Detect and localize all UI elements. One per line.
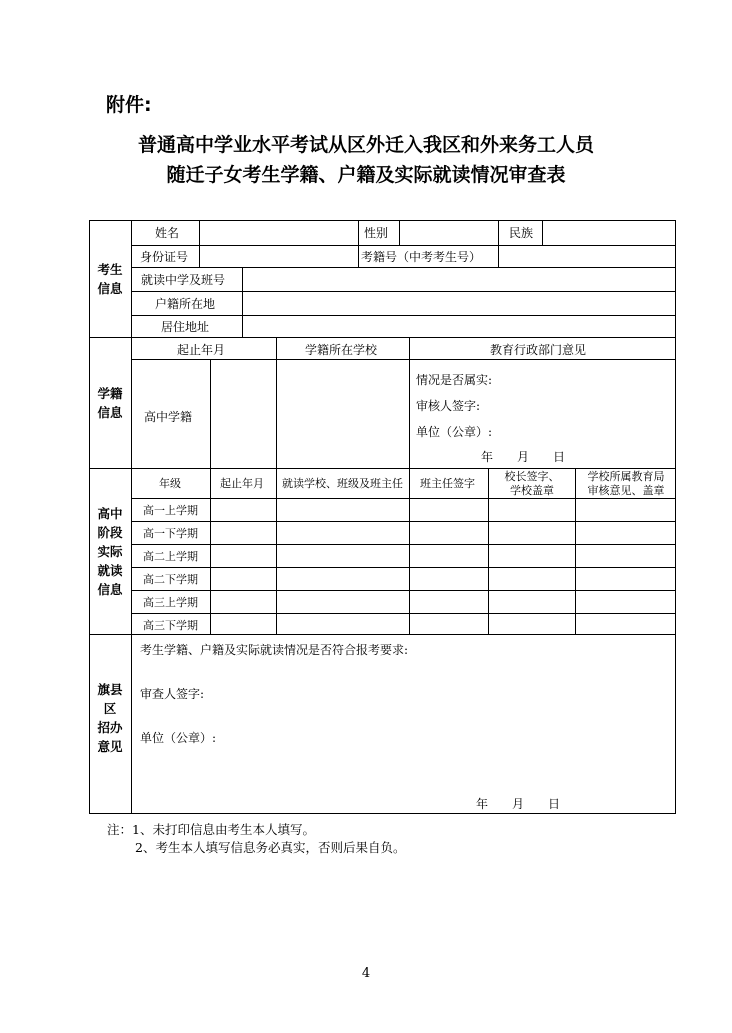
label-period: 起止年月 — [177, 343, 226, 357]
label-compliance: 考生学籍、户籍及实际就读情况是否符合报考要求: — [140, 643, 409, 657]
header-teacher-sign: 班主任签字 — [420, 477, 475, 490]
label-high-school-reg: 高中学籍 — [144, 410, 193, 424]
semester-row-3: 高二上学期 — [143, 550, 198, 563]
section-attendance: 高中 阶段 实际 就读 信息 — [97, 506, 123, 597]
label-exam-number: 考籍号（中考考生号） — [361, 250, 482, 264]
section-school-registration: 学籍 信息 — [97, 386, 123, 420]
semester-row-4: 高二下学期 — [143, 573, 198, 586]
page-number: 4 — [361, 966, 371, 981]
label-county-unit-seal: 单位（公章）: — [140, 731, 217, 745]
label-household-location: 户籍所在地 — [155, 297, 216, 311]
label-county-date: 年 月 日 — [476, 797, 561, 811]
header-grade: 年级 — [159, 477, 181, 490]
label-school: 学籍所在学校 — [305, 343, 378, 357]
section-county-review: 旗县 区 招办 意见 — [97, 682, 123, 754]
attachment-label: 附件: — [106, 94, 152, 116]
label-unit-seal: 单位（公章）: — [416, 425, 493, 439]
label-county-reviewer-sign: 审查人签字: — [140, 687, 205, 701]
label-gender: 性别 — [364, 226, 389, 240]
label-ethnicity: 民族 — [509, 226, 534, 240]
label-address: 居住地址 — [161, 320, 210, 334]
label-verified: 情况是否属实: — [416, 373, 493, 387]
header-bureau-review: 学校所属教育局 审核意见、盖章 — [587, 470, 665, 497]
note-2: 2、考生本人填写信息务必真实，否则后果自负。 — [135, 840, 406, 855]
semester-row-6: 高三下学期 — [143, 619, 198, 632]
label-id-number: 身份证号 — [140, 250, 189, 264]
label-name: 姓名 — [155, 226, 180, 240]
header-principal-seal: 校长签字、 学校盖章 — [504, 470, 560, 497]
review-form-table — [89, 220, 676, 814]
header-school-class-teacher: 就读学校、班级及班主任 — [282, 477, 403, 490]
note-1: 注：1、未打印信息由考生本人填写。 — [107, 822, 315, 837]
header-period: 起止年月 — [220, 477, 264, 490]
label-opinion-date: 年 月 日 — [481, 450, 566, 464]
form-title-line2: 随迁子女考生学籍、户籍及实际就读情况审查表 — [166, 164, 566, 186]
semester-row-5: 高三上学期 — [143, 596, 198, 609]
label-school-class: 就读中学及班号 — [141, 273, 226, 287]
label-opinion: 教育行政部门意见 — [490, 343, 587, 357]
section-student-info: 考生 信息 — [97, 262, 123, 296]
form-title-line1: 普通高中学业水平考试从区外迁入我区和外来务工人员 — [137, 134, 594, 156]
semester-row-2: 高一下学期 — [143, 527, 198, 540]
semester-row-1: 高一上学期 — [143, 504, 198, 517]
label-reviewer-sign: 审核人签字: — [416, 399, 481, 413]
